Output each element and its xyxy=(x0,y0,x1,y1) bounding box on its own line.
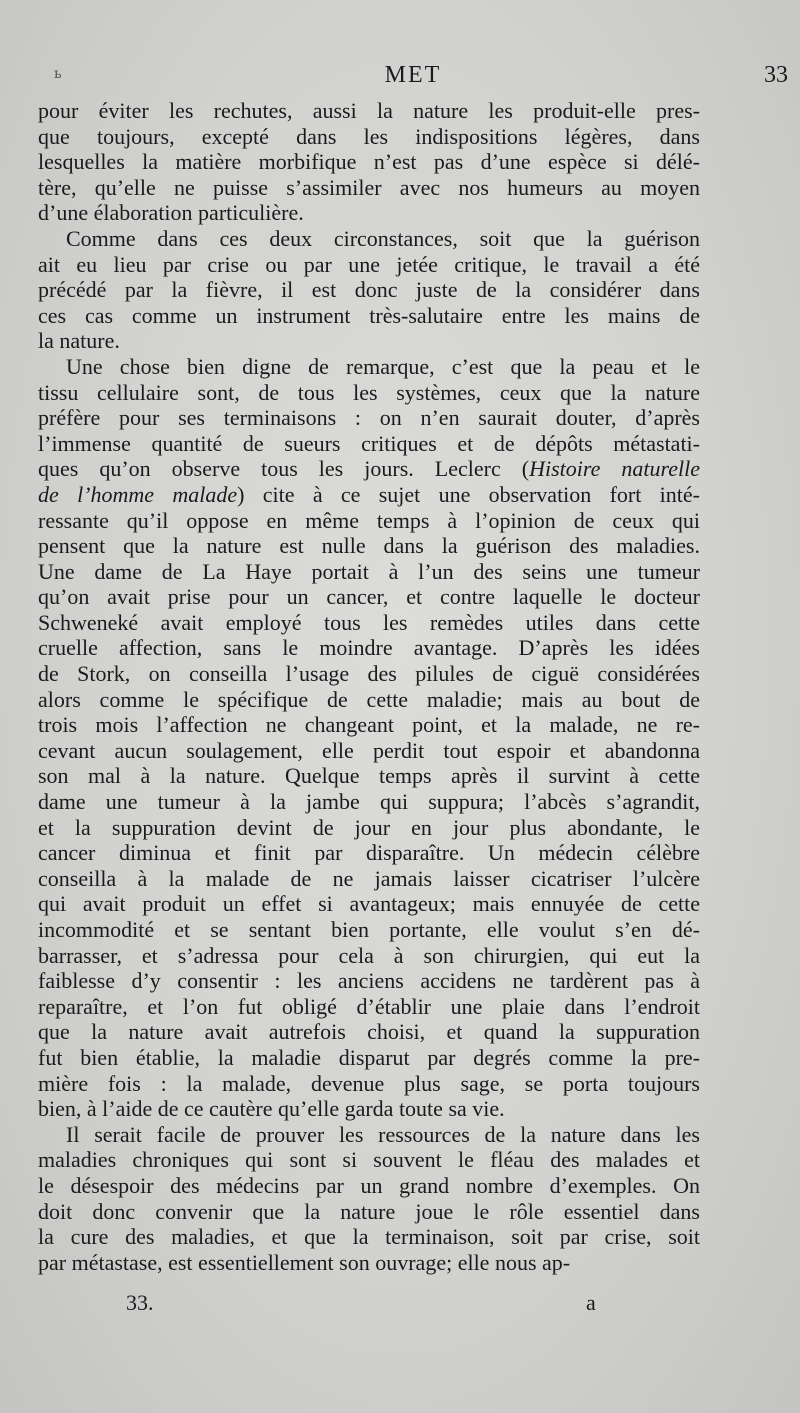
text-line: que toujours, excepté dans les indispositions légères, dans xyxy=(38,123,700,149)
footer-mark: a xyxy=(586,1290,596,1315)
text-line: ces cas comme un instrument très-salutaire entre les mains de xyxy=(38,302,700,328)
text-line: dame une tumeur à la jambe qui suppura; l’abcès s’agrandit, xyxy=(38,789,700,815)
paragraph xyxy=(38,354,700,1122)
page-footer xyxy=(38,1290,700,1320)
text-line: reparaître, et l’on fut obligé d’établir une plaie dans l’endroit xyxy=(38,993,700,1019)
text-line: tissu cellulaire sont, de tous les systèmes, ceux que la nature xyxy=(38,379,700,405)
text-line: qu’on avait prise pour un cancer, et contre laquelle le docteur xyxy=(38,584,700,610)
text-line: préfère pour ses terminaisons : on n’en saurait douter, d’après xyxy=(38,405,700,431)
text-line: que la nature avait autrefois choisi, et quand la suppuration xyxy=(38,1019,700,1045)
text-line: par métastase, est essentiellement son ouvrage; elle nous ap- xyxy=(38,1249,571,1275)
text-line: la cure des maladies, et que la terminaison, soit par crise, soit xyxy=(38,1224,700,1250)
text-line: cancer diminua et finit par disparaître. Un médecin célèbre xyxy=(38,840,700,866)
text-line: d’une élaboration particulière. xyxy=(38,200,304,226)
text-line: Il serait facile de prouver les ressources de la nature dans les xyxy=(66,1121,700,1147)
text-line: son mal à la nature. Quelque temps après il survint à cette xyxy=(38,763,700,789)
text-line: barrasser, et s’adressa pour cela à son chirurgien, qui eut la xyxy=(38,942,700,968)
text-line: maladies chroniques qui sont si souvent le fléau des malades et xyxy=(38,1147,700,1173)
text-line: bien, à l’aide de ce cautère qu’elle garda toute sa vie. xyxy=(38,1096,505,1122)
text-line: Une dame de La Haye portait à l’un des seins une tumeur xyxy=(38,558,700,584)
paragraph xyxy=(38,1122,700,1276)
text-line: Une chose bien digne de remarque, c’est que la peau et le xyxy=(66,353,700,379)
text-line: précédé par la fièvre, il est donc juste de la considérer dans xyxy=(38,277,700,303)
text-line: ait eu lieu par crise ou par une jetée critique, le travail a été xyxy=(38,251,700,277)
text-line: fut bien établie, la maladie disparut par degrés comme la pre- xyxy=(38,1044,700,1070)
header-mark: ь xyxy=(54,66,62,82)
text-line: tère, qu’elle ne puisse s’assimiler avec nos humeurs au moyen xyxy=(38,174,700,200)
text-line: Comme dans ces deux circonstances, soit que la guérison xyxy=(66,225,700,251)
paragraph xyxy=(38,226,700,354)
paragraph xyxy=(38,98,700,226)
text-line: l’immense quantité de sueurs critiques et de dépôts métastati- xyxy=(38,430,700,456)
page-number: 33 xyxy=(764,62,788,88)
text-line: lesquelles la matière morbifique n’est pas d’une espèce si délé- xyxy=(38,149,700,175)
text-line: de Stork, on conseilla l’usage des pilules de ciguë considérées xyxy=(38,661,700,687)
text-line: de l’homme malade) cite à ce sujet une observation fort inté- xyxy=(38,481,700,507)
text-line: Schweneké avait employé tous les remèdes utiles dans cette xyxy=(38,609,700,635)
text-line: doit donc convenir que la nature joue le rôle essentiel dans xyxy=(38,1198,700,1224)
text-line: pensent que la nature est nulle dans la guérison des maladies. xyxy=(38,533,700,559)
page-header xyxy=(38,62,788,98)
text-line: trois mois l’affection ne changeant point, et la malade, ne re- xyxy=(38,712,700,738)
text-line: mière fois : la malade, devenue plus sage, se porta toujours xyxy=(38,1070,700,1096)
text-line: conseilla à la malade de ne jamais laisser cicatriser l’ulcère xyxy=(38,865,700,891)
text-line: faiblesse d’y consentir : les anciens accidens ne tardèrent pas à xyxy=(38,968,700,994)
text-line: le désespoir des médecins par un grand nombre d’exemples. On xyxy=(38,1172,700,1198)
text-line: qui avait produit un effet si avantageux; mais ennuyée de cette xyxy=(38,891,700,917)
signature-mark: 33. xyxy=(126,1290,154,1315)
text-line: pour éviter les rechutes, aussi la nature les produit-elle pres- xyxy=(38,98,700,123)
text-line: ressante qu’il oppose en même temps à l’opinion de ceux qui xyxy=(38,507,700,533)
text-line: cevant aucun soulagement, elle perdit tout espoir et abandonna xyxy=(38,737,700,763)
running-head: MET xyxy=(384,62,442,88)
text-line: ques qu’on observe tous les jours. Leclerc (Histoire naturelle xyxy=(38,456,700,482)
body-text xyxy=(38,98,700,1275)
text-line: la nature. xyxy=(38,328,120,354)
text-line: alors comme le spécifique de cette maladie; mais au bout de xyxy=(38,686,700,712)
text-line: cruelle affection, sans le moindre avantage. D’après les idées xyxy=(38,635,700,661)
text-line: incommodité et se sentant bien portante, elle voulut s’en dé- xyxy=(38,917,700,942)
text-line: et la suppuration devint de jour en jour plus abondante, le xyxy=(38,814,700,840)
